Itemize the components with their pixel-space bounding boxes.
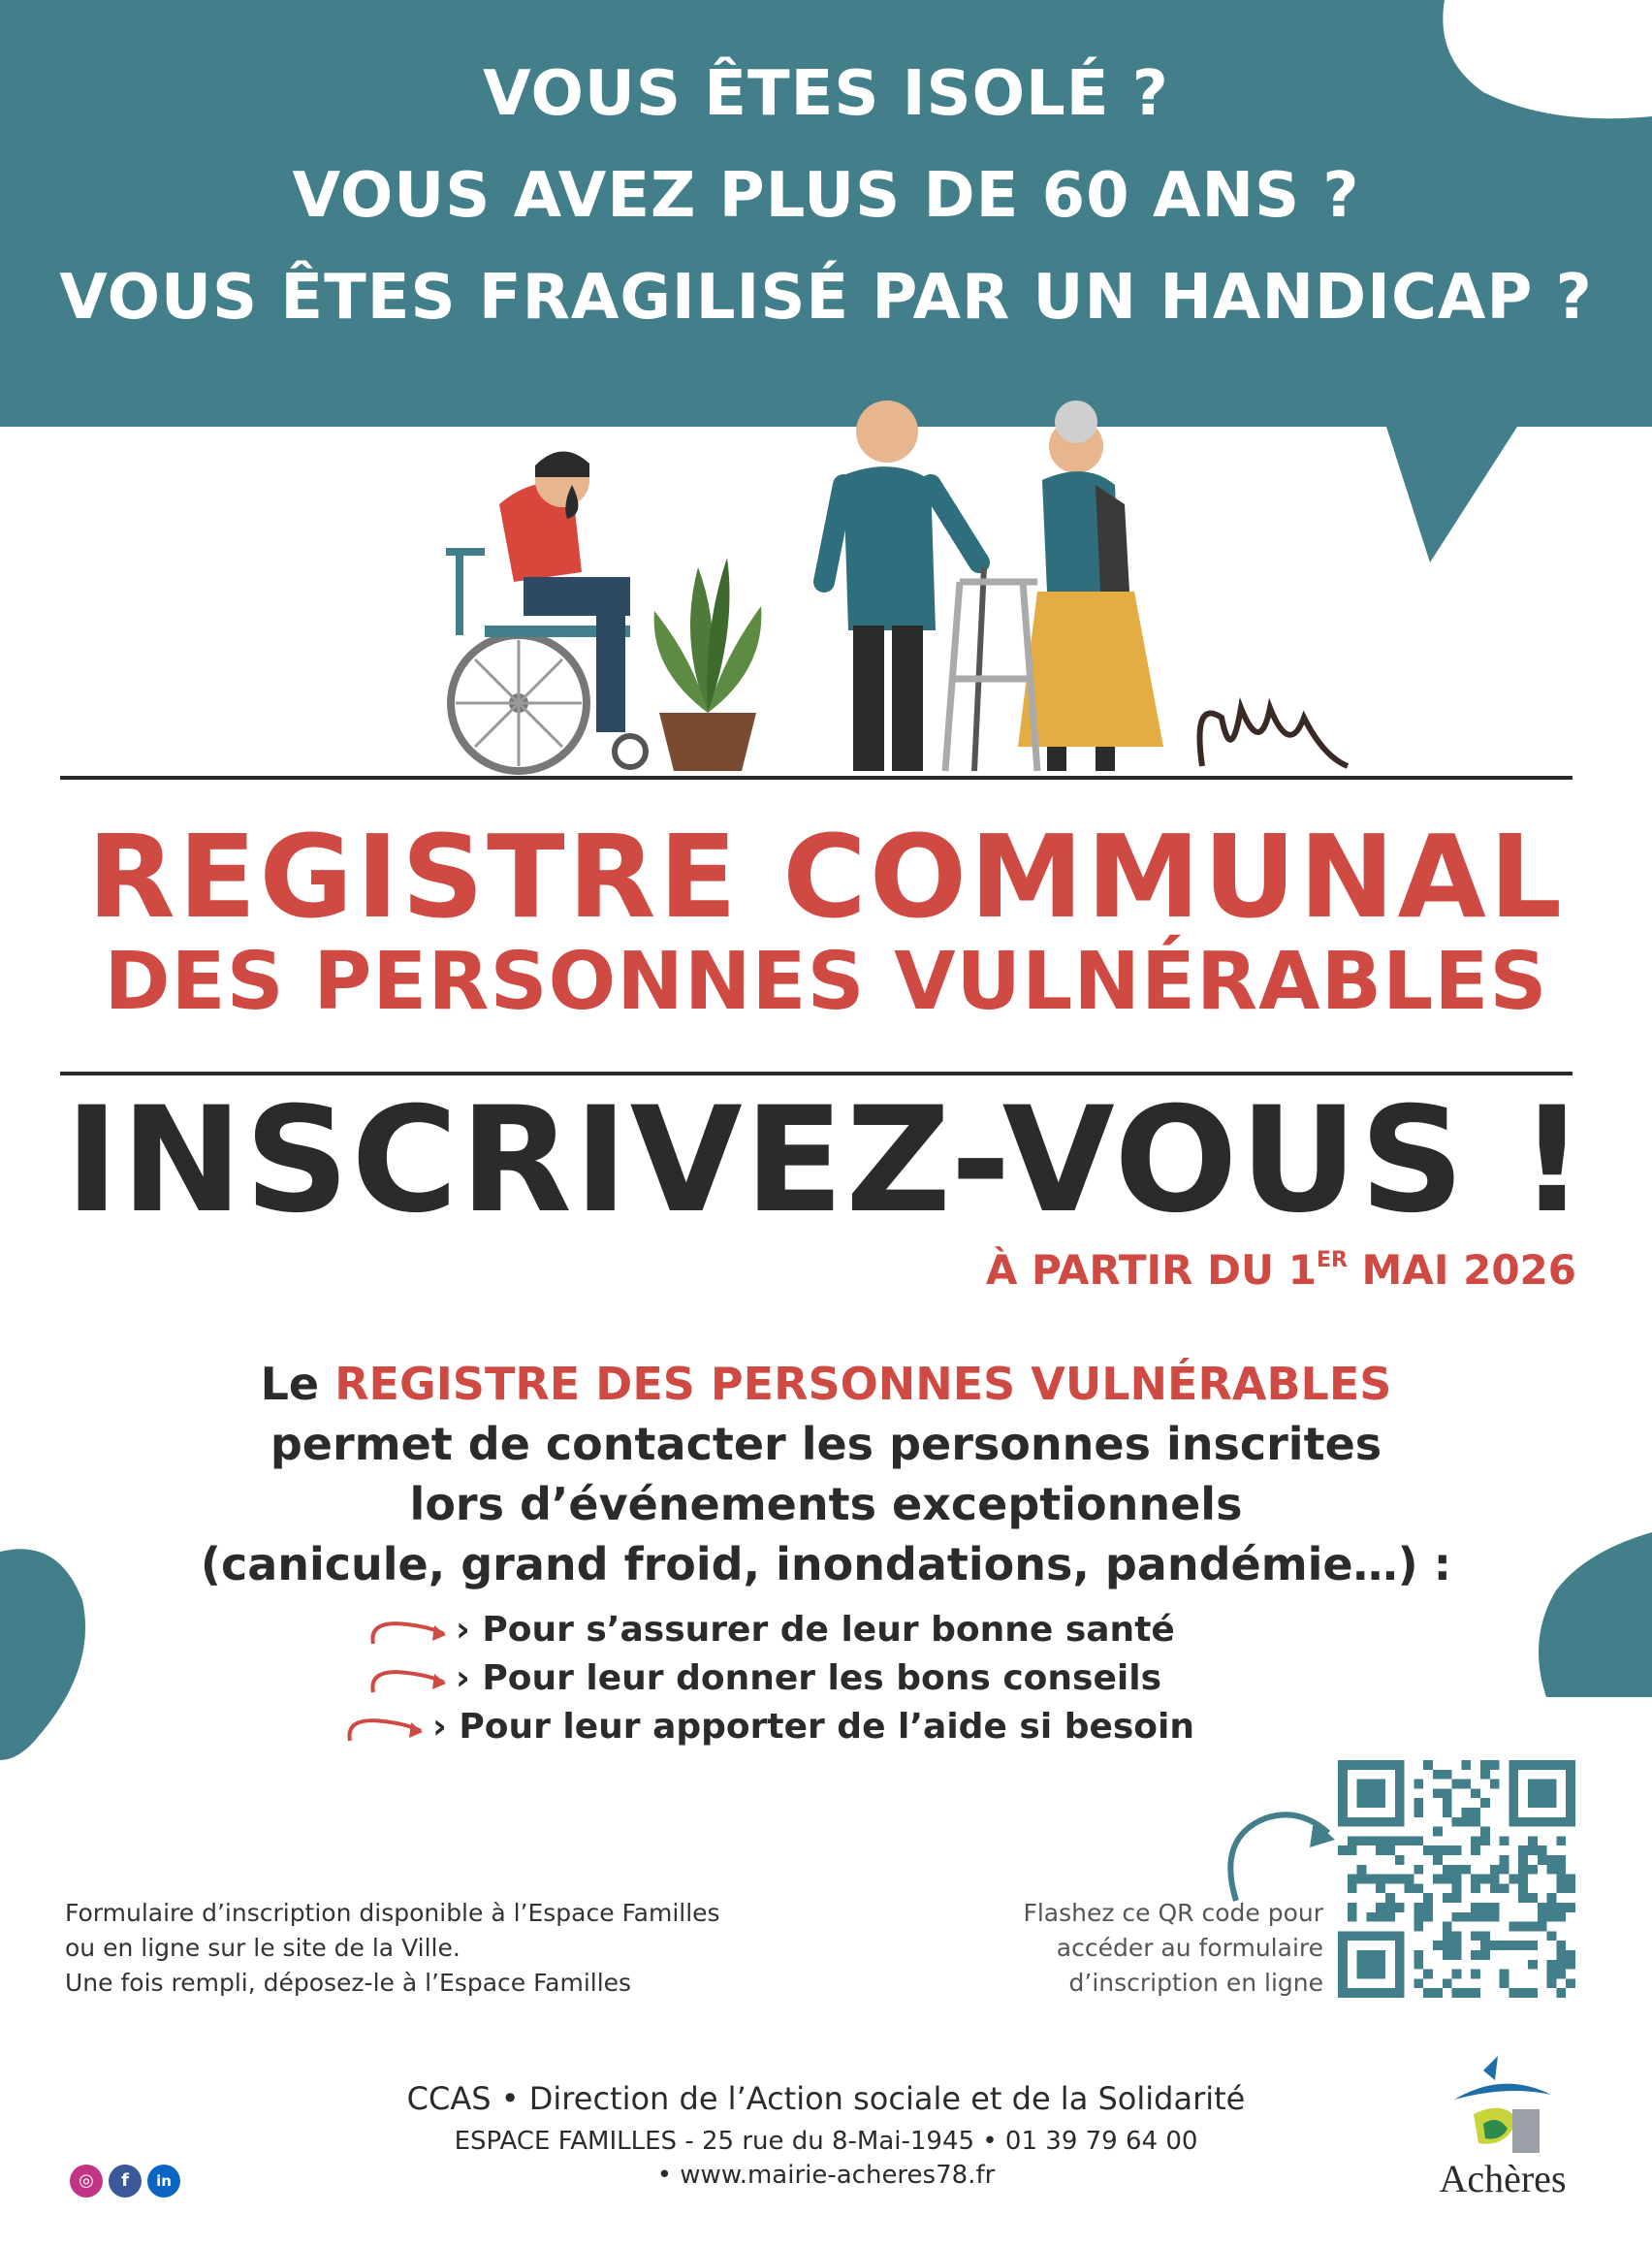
- description-lead-word: Le: [260, 1358, 335, 1410]
- title-line-2: DES PERSONNES VULNÉRABLES: [104, 936, 1548, 1028]
- logo-text: Achères: [1439, 2157, 1567, 2200]
- description-line-3: lors d’événements exceptionnels: [409, 1478, 1243, 1530]
- registration-info-line-2: ou en ligne sur le site de la Ville.: [65, 1934, 461, 1962]
- people-illustration: [417, 388, 1406, 786]
- title-line-1: REGISTRE COMMUNAL: [86, 810, 1566, 944]
- description-line-1: [0, 1358, 1652, 1410]
- start-date: [986, 1246, 1576, 1294]
- registration-info: [65, 1896, 720, 2001]
- footer-website[interactable]: • www.mairie-acheres78.fr: [656, 2161, 996, 2190]
- bullet-text-3: › Pour leur apporter de l’aide si besoin: [432, 1707, 1195, 1747]
- right-blob-decoration: [1527, 1532, 1652, 1697]
- register-call-to-action: INSCRIVEZ-VOUS !: [64, 1076, 1588, 1245]
- facebook-icon[interactable]: f: [109, 2165, 142, 2198]
- registration-info-line-1: Formulaire d’inscription disponible à l’Espace Familles: [65, 1899, 720, 1927]
- banner-line-2: VOUS AVEZ PLUS DE 60 ANS ?: [292, 160, 1360, 232]
- curved-arrow-icon: [368, 1610, 451, 1653]
- squiggle-decoration: [1200, 708, 1349, 766]
- footer-organization: CCAS • Direction de l’Action sociale et de la Solidarité: [406, 2080, 1246, 2117]
- description-highlight: REGISTRE DES PERSONNES VULNÉRABLES: [334, 1358, 1392, 1410]
- description-line-2: permet de contacter les personnes inscrites: [270, 1418, 1382, 1470]
- start-date-prefix: À PARTIR DU 1: [985, 1246, 1317, 1294]
- bullet-text-1: › Pour s’assurer de leur bonne santé: [456, 1610, 1175, 1650]
- acheres-logo: [1425, 2046, 1580, 2201]
- curved-arrow-to-qr-icon: [1217, 1799, 1343, 1906]
- middle-divider: [60, 1072, 1573, 1075]
- wheelchair-user-figure: [446, 451, 646, 771]
- description-line-4: (canicule, grand froid, inondations, pandémie…) :: [200, 1538, 1452, 1590]
- banner-line-1: VOUS ÊTES ISOLÉ ?: [483, 58, 1169, 130]
- social-icons: [70, 2165, 186, 2198]
- bullet-text-2: › Pour leur donner les bons conseils: [456, 1658, 1161, 1698]
- registration-info-line-3: Une fois rempli, déposez-le à l’Espace Familles: [65, 1969, 632, 1997]
- qr-caption-line-2: accéder au formulaire: [1056, 1934, 1323, 1962]
- top-divider: [60, 776, 1573, 780]
- banner-line-3: VOUS ÊTES FRAGILISÉ PAR UN HANDICAP ?: [59, 262, 1593, 334]
- qr-caption-line-3: d’inscription en ligne: [1068, 1969, 1323, 1997]
- start-date-superscript: ER: [1316, 1248, 1348, 1272]
- qr-caption-line-1: Flashez ce QR code pour: [1023, 1899, 1323, 1927]
- linkedin-icon[interactable]: in: [147, 2165, 180, 2198]
- qr-code[interactable]: [1338, 1760, 1575, 1998]
- curved-arrow-icon: [345, 1707, 428, 1750]
- bullet-item-1: [456, 1610, 1175, 1650]
- curved-arrow-icon: [368, 1658, 451, 1702]
- plant-figure: [654, 558, 762, 771]
- instagram-icon[interactable]: ◎: [70, 2165, 103, 2198]
- qr-caption: [931, 1896, 1323, 2001]
- bullet-item-2: [456, 1658, 1161, 1698]
- left-blob-decoration: [0, 1542, 92, 1765]
- footer-address: ESPACE FAMILLES - 25 rue du 8-Mai-1945 • 01 39 79 64 00: [454, 2127, 1198, 2156]
- start-date-suffix: MAI 2026: [1347, 1246, 1576, 1294]
- bullet-item-3: [432, 1707, 1194, 1747]
